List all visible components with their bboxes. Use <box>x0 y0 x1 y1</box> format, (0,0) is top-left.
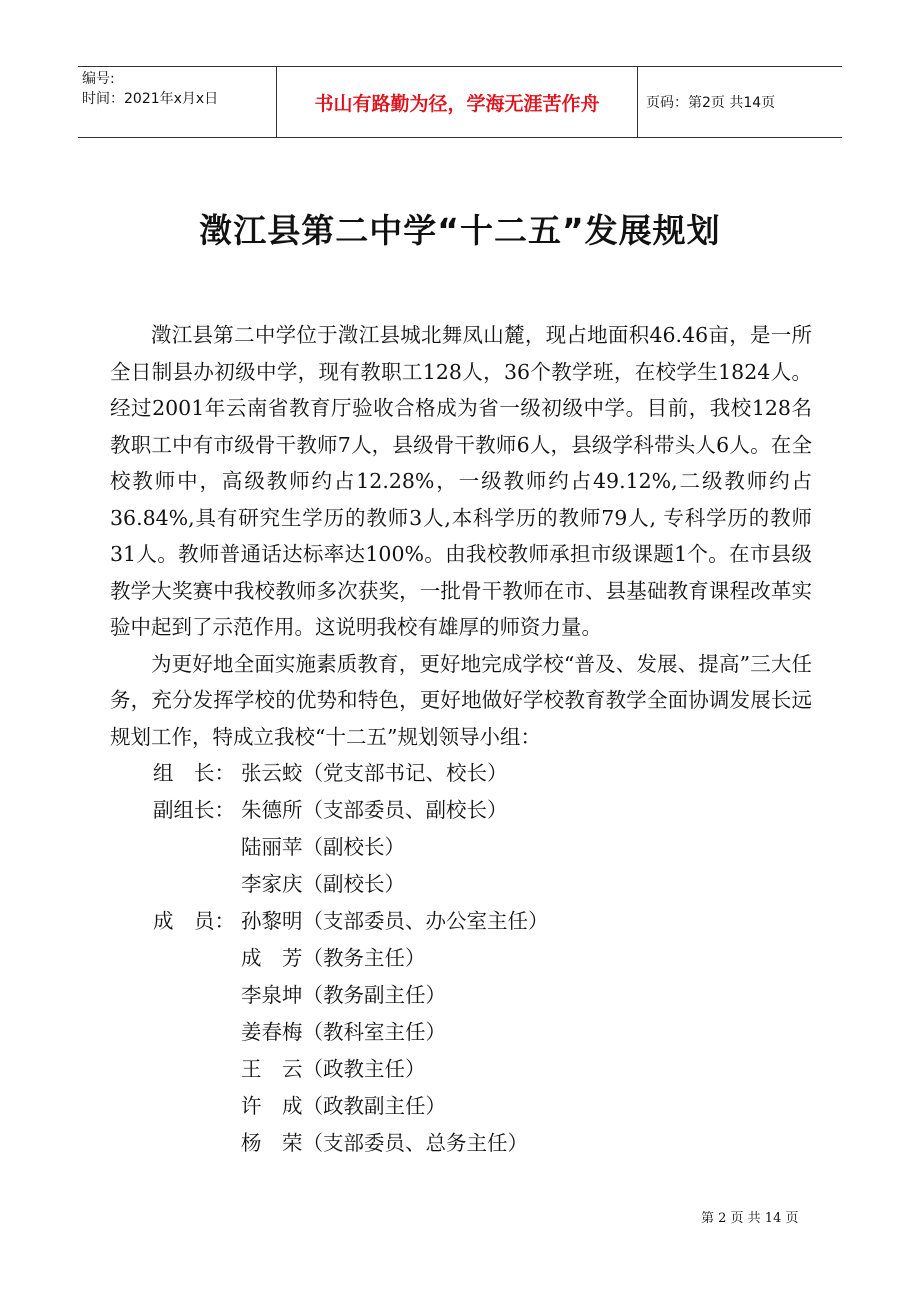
member-name: 孙黎明（支部委员、办公室主任） <box>241 909 549 934</box>
member-list <box>110 755 812 1162</box>
member-row <box>110 829 812 866</box>
member-row <box>110 1014 812 1051</box>
member-name: 杨 荣（支部委员、总务主任） <box>241 1131 528 1156</box>
member-name: 许 成（政教副主任） <box>241 1094 446 1119</box>
paragraph: 为更好地全面实施素质教育，更好地完成学校“普及、发展、提高”三大任务，充分发挥学校的优势和特色，更好地做好学校教育教学全面协调发展长远规划工作，特成立我校“十二五”规划领导小组： <box>110 651 812 749</box>
header-meta <box>78 67 276 137</box>
member-name: 王 云（政教主任） <box>241 1057 426 1082</box>
member-name: 张云蛟（党支部书记、校长） <box>241 761 508 786</box>
member-name: 姜春梅（教科室主任） <box>241 1020 446 1045</box>
member-row <box>110 940 812 977</box>
footer-page-number: 第 2 页 共 14 页 <box>701 1211 799 1226</box>
member-row <box>110 866 812 903</box>
header-page <box>638 67 842 137</box>
member-name: 朱德所（支部委员、副校长） <box>241 798 508 823</box>
member-row <box>110 1125 812 1162</box>
member-row <box>110 755 812 792</box>
member-row <box>110 977 812 1014</box>
time-label: 时间：2021年x月x日 <box>82 91 219 107</box>
document-body <box>110 317 812 1162</box>
header-table <box>78 66 842 138</box>
member-name: 成 芳（教务主任） <box>241 946 426 971</box>
member-name: 陆丽苹（副校长） <box>241 835 405 860</box>
member-role: 副组长： <box>153 798 235 823</box>
member-name: 李家庆（副校长） <box>241 872 405 897</box>
member-role: 成 员： <box>153 909 235 934</box>
header-motto <box>276 67 638 137</box>
member-row <box>110 903 812 940</box>
page-label: 页码：第2页 共14页 <box>646 95 776 111</box>
motto-text: 书山有路勤为径，学海无涯苦作舟 <box>314 92 600 115</box>
serial-label: 编号: <box>82 71 115 87</box>
paragraph: 澂江县第二中学位于澂江县城北舞凤山麓，现占地面积46.46亩，是一所全日制县办初级中学，现有教职工128人，36个教学班，在校学生1824人。经过2001年云南省教育厅验收合格成为省一级初级中学。目前，我校128名教职工中有市级骨干教师7人，县级骨干教师6人，县级学科带头人6人。在全校教师中，高级教师约占12.28%，一级教师约占49.12%,二级教师约占36.84%,具有研究生学历的教师3人,本科学历的教师79人, 专科学历的教师31人。教师普通话达标率达100%。由我校教师承担市级课题1个。在市县级教学大奖赛中我校教师多次获奖，一批骨干教师在市、县基础教育课程改革实验中起到了示范作用。这说明我校有雄厚的师资力量。 <box>110 323 812 639</box>
document-title: 澂江县第二中学“十二五”发展规划 <box>199 211 721 250</box>
member-row <box>110 1051 812 1088</box>
member-row <box>110 1088 812 1125</box>
member-name: 李泉坤（教务副主任） <box>241 983 446 1008</box>
member-row <box>110 792 812 829</box>
member-role: 组 长： <box>153 761 235 786</box>
